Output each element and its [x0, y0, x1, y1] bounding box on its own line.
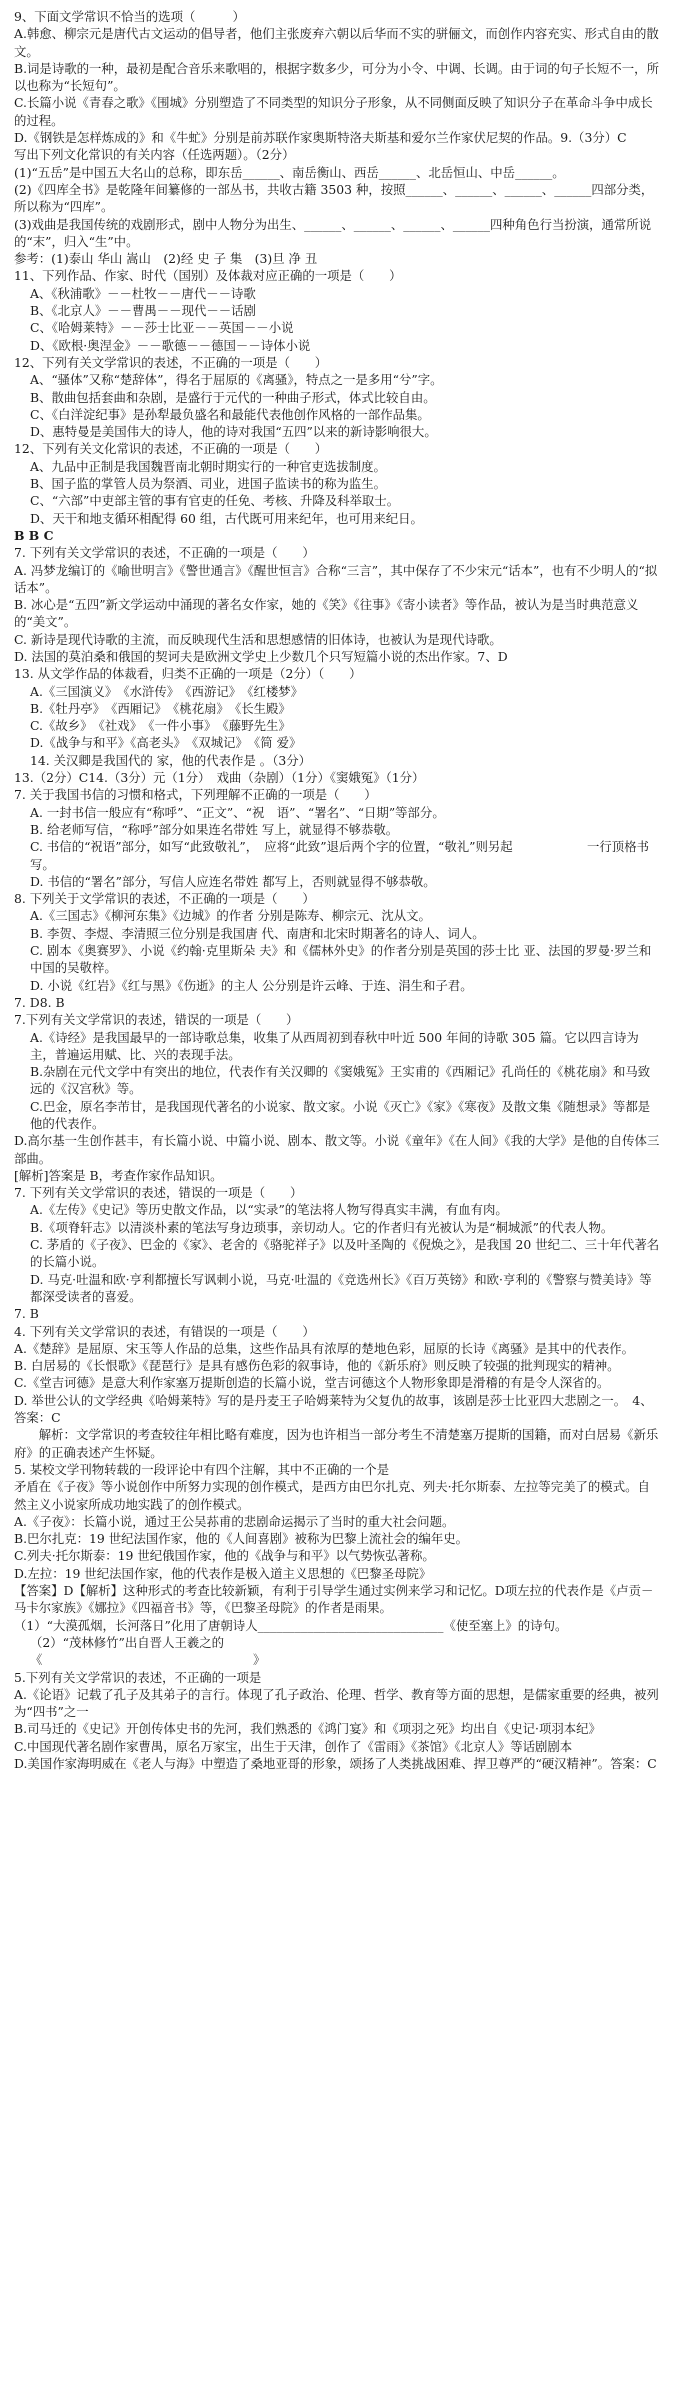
q7d-option-b: B.《项脊轩志》以清淡朴素的笔法写身边琐事，亲切动人。它的作者归有光被认为是“桐城派”的代表人物。 — [30, 1219, 614, 1235]
q9-option-d: D.《钢铁是怎样炼成的》和《牛虻》分别是前苏联作家奥斯特洛夫斯基和爱尔兰作家伏尼契的作品。9.（3分）C — [14, 130, 627, 146]
q7d-stem: 7. 下列有关文学常识的表述，错误的一项是（ ） — [14, 1185, 303, 1201]
poem-fill-2-blank: 《 》 — [30, 1652, 266, 1668]
q7b-option-d: D. 书信的“署名”部分，写信人应连名带姓 都写上，否则就显得不够恭敬。 — [30, 873, 436, 889]
q7a-option-a: A. 冯梦龙编订的《喻世明言》《警世通言》《醒世恒言》合称“三言”，其中保存了不少宋元“话本”，也有不少明人的“拟话本”。 — [14, 562, 658, 595]
fill-in-item-2: (2)《四库全书》是乾隆年间纂修的一部丛书，共收古籍 3503 种，按照______、______、______、______四部分类，所以称为“四库”。 — [14, 181, 654, 215]
q4-option-a: A.《楚辞》是屈原、宋玉等人作品的总集，这些作品具有浓厚的楚地色彩，屈原的长诗《离骚》是其中的代表作。 — [14, 1340, 635, 1356]
q8-option-d: D. 小说《红岩》《红与黑》《伤逝》的主人 公分别是许云峰、于连、涓生和子君。 — [30, 977, 473, 993]
q7d-answer: 7. B — [14, 1306, 39, 1322]
q4-analysis: 解析：文学常识的考查较往年相比略有难度，因为也许相当一部分考生不清楚塞万提斯的国籍，而对白居易《新乐府》的正确表述产生怀疑。 — [14, 1427, 659, 1460]
q4-option-b: B. 白居易的《长恨歌》《琵琶行》是具有感伤色彩的叙事诗，他的《新乐府》则反映了较强的批判现实的精神。 — [14, 1358, 620, 1374]
q9-stem: 9、下面文学常识不恰当的选项（ ） — [14, 9, 245, 24]
q11-option-c: C、《哈姆莱特》－－莎士比亚－－英国－－小说 — [30, 320, 294, 336]
poem-fill-1: （1）“大漠孤烟，长河落日”化用了唐朝诗人______________________________《使至塞上》的诗句。 — [14, 1617, 568, 1633]
q12a-stem: 12、下列有关文学常识的表述，不正确的一项是（ ） — [14, 354, 328, 370]
q7c-option-a: A.《诗经》是我国最早的一部诗歌总集，收集了从西周初到春秋中叶近 500 年间的诗歌 305 篇。它以四言诗为主，普遍运用赋、比、兴的表现手法。 — [30, 1029, 639, 1062]
q12a-option-a: A、“骚体”又称“楚辞体”，得名于屈原的《离骚》，特点之一是多用“兮”字。 — [30, 372, 443, 388]
q9-option-c: C.长篇小说《青春之歌》《围城》分别塑造了不同类型的知识分子形象，从不同侧面反映了知识分子在革命斗争中成长的过程。 — [14, 95, 653, 128]
q7c-option-b: B.杂剧在元代文学中有突出的地位，代表作有关汉卿的《窦娥冤》王实甫的《西厢记》孔尚任的《桃花扇》和马致远的《汉宫秋》等。 — [30, 1064, 651, 1097]
q5b-option-c: C.中国现代著名剧作家曹禺，原名万家宝，出生于天津，创作了《雷雨》《茶馆》《北京人》等话剧剧本 — [14, 1738, 573, 1754]
q7a-stem: 7. 下列有关文学常识的表述，不正确的一项是（ ） — [14, 545, 315, 561]
q7c-option-c: C.巴金，原名李芾甘，是我国现代著名的小说家、散文家。小说《灭亡》《家》《寒夜》及散文集《随想录》等都是他的代表作。 — [30, 1098, 651, 1131]
q13-stem: 13. 从文学作品的体裁看，归类不正确的一项是（2分）（ ） — [14, 666, 362, 682]
q7b-option-a: A. 一封书信一般应有“称呼”、“正文”、“祝 语”、“署名”、“日期”等部分。 — [30, 804, 445, 820]
q12a-option-b: B、散曲包括套曲和杂剧，是盛行于元代的一种曲子形式，体式比较自由。 — [30, 389, 436, 405]
q5b-option-d: D.美国作家海明威在《老人与海》中塑造了桑地亚哥的形象，颂扬了人类挑战困难、捍卫尊严的“硬汉精神”。答案：C — [14, 1755, 657, 1771]
fill-in-item-1: (1)“五岳”是中国五大名山的总称，即东岳______、南岳衡山、西岳______、北岳恒山、中岳______。 — [14, 164, 565, 180]
fill-in-answer: 参考：(1)泰山 华山 嵩山 (2)经 史 子 集 (3)旦 净 丑 — [14, 251, 318, 267]
q12b-option-a: A、九品中正制是我国魏晋南北朝时期实行的一种官吏选拔制度。 — [30, 458, 386, 474]
q5b-stem: 5.下列有关文学常识的表述，不正确的一项是 — [14, 1669, 262, 1685]
q7a-option-d: D. 法国的莫泊桑和俄国的契诃夫是欧洲文学史上少数几个只写短篇小说的杰出作家。7、D — [14, 648, 508, 664]
q5a-option-d: D.左拉：19 世纪法国作家，他的代表作是极入道主义思想的《巴黎圣母院》 — [14, 1565, 432, 1581]
q5a-answer: 【答案】D【解析】这种形式的考查比较新颖，有利于引导学生通过实例来学习和记忆。D项左拉的代表作是《卢贡－马卡尔家族》《娜拉》《四福音书》等，《巴黎圣母院》的作者是雨果。 — [14, 1583, 654, 1616]
q7d-option-d: D. 马克·吐温和欧·亨利都擅长写讽刺小说，马克·吐温的《竞选州长》《百万英镑》和欧·亨利的《警察与赞美诗》等都深受读者的喜爱。 — [30, 1271, 652, 1304]
q8-option-b: B. 李贺、李煜、李清照三位分别是我国唐 代、南唐和北宋时期著名的诗人、词人。 — [30, 925, 485, 941]
q5a-option-b: B.巴尔扎克：19 世纪法国作家，他的《人间喜剧》被称为巴黎上流社会的编年史。 — [14, 1531, 469, 1547]
q12a-option-d: D、惠特曼是美国伟大的诗人，他的诗对我国“五四”以来的新诗影响很大。 — [30, 424, 437, 440]
q7c-analysis: [解析]答案是 B，考查作家作品知识。 — [14, 1167, 223, 1183]
q4-option-c: C.《堂吉诃德》是意大利作家塞万提斯创造的长篇小说，堂吉诃德这个人物形象即是滑稽的有是令人深省的。 — [14, 1375, 610, 1391]
q11-option-a: A、《秋浦歌》－－杜牧－－唐代－－诗歌 — [30, 285, 256, 301]
q4-stem: 4. 下列有关文学常识的表述，有错误的一项是（ ） — [14, 1323, 315, 1339]
q12b-option-d: D、天干和地支循环相配得 60 组，古代既可用来纪年，也可用来纪日。 — [30, 510, 423, 526]
q7b-stem: 7. 关于我国书信的习惯和格式，下列理解不正确的一项是（ ） — [14, 787, 377, 803]
answer-key-bbc: B B C — [14, 527, 54, 543]
fill-in-instruction: 写出下列文化常识的有关内容（任选两题）。（2分） — [14, 147, 295, 163]
q11-option-b: B、《北京人》－－曹禺－－现代－－话剧 — [30, 303, 256, 319]
q12a-option-c: C、《白洋淀纪事》是孙犁最负盛名和最能代表他创作风格的一部作品集。 — [30, 406, 430, 422]
q12b-option-c: C、“六部”中吏部主管的事有官吏的任免、考核、升降及科举取士。 — [30, 493, 400, 509]
q7-q8-answer: 7. D8. B — [14, 994, 65, 1010]
q12b-option-b: B、国子监的掌管人员为祭酒、司业，进国子监读书的称为监生。 — [30, 476, 387, 492]
q5a-option-a: A.《子夜》：长篇小说，通过王公吴荪甫的悲剧命运揭示了当时的重大社会问题。 — [14, 1513, 455, 1529]
q5a-stem: 5. 某校文学刊物转载的一段评论中有四个注解，其中不正确的一个是 — [14, 1461, 390, 1477]
q7b-option-b: B. 给老师写信，“称呼”部分如果连名带姓 写上，就显得不够恭敬。 — [30, 821, 399, 837]
q9-option-b: B.词是诗歌的一种，最初是配合音乐来歌唱的，根据字数多少，可分为小令、中调、长调。由于词的句子长短不一，所以也称为“长短句”。 — [14, 60, 659, 94]
q7c-option-d: D.高尔基一生创作甚丰，有长篇小说、中篇小说、剧本、散文等。小说《童年》《在人间》《我的大学》是他的自传体三部曲。 — [14, 1133, 660, 1166]
q8-stem: 8. 下列关于文学常识的表述，不正确的一项是（ ） — [14, 891, 315, 907]
q8-option-c: C. 剧本《奥赛罗》、小说《约翰·克里斯朵 夫》和《儒林外史》的作者分别是英国的莎士比 亚、法国的罗曼·罗兰和中国的吴敬梓。 — [30, 943, 652, 976]
q4-option-d: D. 举世公认的文学经典《哈姆莱特》写的是丹麦王子哈姆莱特为父复仇的故事，该剧是莎士比亚四大悲剧之一。 4、答案：C — [14, 1392, 653, 1426]
q13-option-b: B.《牡丹亭》 《西厢记》 《桃花扇》 《长生殿》 — [30, 700, 291, 716]
q9-option-a: A.韩愈、柳宗元是唐代古文运动的倡导者，他们主张废弃六朝以后华而不实的骈俪文，而创作内容充实、形式自由的散文。 — [14, 26, 659, 59]
fill-in-item-3: (3)戏曲是我国传统的戏剧形式，剧中人物分为出生、______、______、______、______四种角色行当扮演，通常所说的“末”，归入“生”中。 — [14, 216, 652, 249]
q8-option-a: A.《三国志》《柳河东集》《边城》的作者 分别是陈寿、柳宗元、沈从文。 — [30, 908, 431, 924]
q7a-option-c: C. 新诗是现代诗歌的主流，而反映现代生活和思想感情的旧体诗，也被认为是现代诗歌。 — [14, 631, 502, 647]
poem-fill-2: （2）“茂林修竹”出自晋人王羲之的 — [30, 1634, 225, 1650]
q13-option-d: D.《战争与和平》《高老头》 《双城记》 《简 爱》 — [30, 735, 302, 751]
q7d-option-c: C. 茅盾的《子夜》、巴金的《家》、老舍的《骆驼祥子》以及叶圣陶的《倪焕之》，是我国 20 世纪二、三十年代著名的长篇小说。 — [30, 1237, 660, 1270]
q12b-stem: 12、下列有关文化常识的表述，不正确的一项是（ ） — [14, 441, 328, 457]
q13-option-a: A.《三国演义》 《水浒传》 《西游记》 《红楼梦》 — [30, 683, 304, 699]
q13-q14-answer: 13.（2分）C14.（3分）元（1分） 戏曲（杂剧）（1分）《窦娥冤》（1分） — [14, 770, 425, 786]
q7d-option-a: A.《左传》《史记》等历史散文作品，以“实录”的笔法将人物写得真实丰满，有血有肉。 — [30, 1202, 508, 1218]
q13-option-c: C.《故乡》 《社戏》 《一件小事》 《藤野先生》 — [30, 718, 291, 734]
q5b-option-a: A.《论语》记载了孔子及其弟子的言行。体现了孔子政治、伦理、哲学、教育等方面的思想，是儒家重要的经典，被列为“四书”之一 — [14, 1686, 659, 1720]
q7b-option-c: C. 书信的“祝语”部分，如写“此致敬礼”， 应将“此致”退后两个字的位置，“敬礼”则另起 一行顶格书写。 — [30, 839, 649, 872]
q5b-option-b: B.司马迁的《史记》开创传体史书的先河，我们熟悉的《鸿门宴》和《项羽之死》均出自《史记·项羽本纪》 — [14, 1721, 601, 1737]
q7c-stem: 7.下列有关文学常识的表述，错误的一项是（ ） — [14, 1012, 299, 1028]
q14-stem: 14. 关汉卿是我国代的 家，他的代表作是 。（3分） — [30, 752, 312, 768]
q11-stem: 11、下列作品、作家、时代（国别）及体裁对应正确的一项是（ ） — [14, 268, 402, 284]
q11-option-d: D、《欧根·奥涅金》－－歌德－－德国－－诗体小说 — [30, 337, 311, 353]
q7a-option-b: B. 冰心是“五四”新文学运动中涌现的著名女作家，她的《笑》《往事》《寄小读者》等作品，被认为是当时典范意义的“美文”。 — [14, 597, 639, 630]
q5a-passage: 矛盾在《子夜》等小说创作中所努力实现的创作模式，是西方由巴尔扎克、列夫·托尔斯泰、左拉等完美了的模式。自然主义小说家所成功地实践了的创作模式。 — [14, 1479, 650, 1512]
q5a-option-c: C.列夫·托尔斯泰：19 世纪俄国作家，他的《战争与和平》以气势恢弘著称。 — [14, 1548, 435, 1564]
